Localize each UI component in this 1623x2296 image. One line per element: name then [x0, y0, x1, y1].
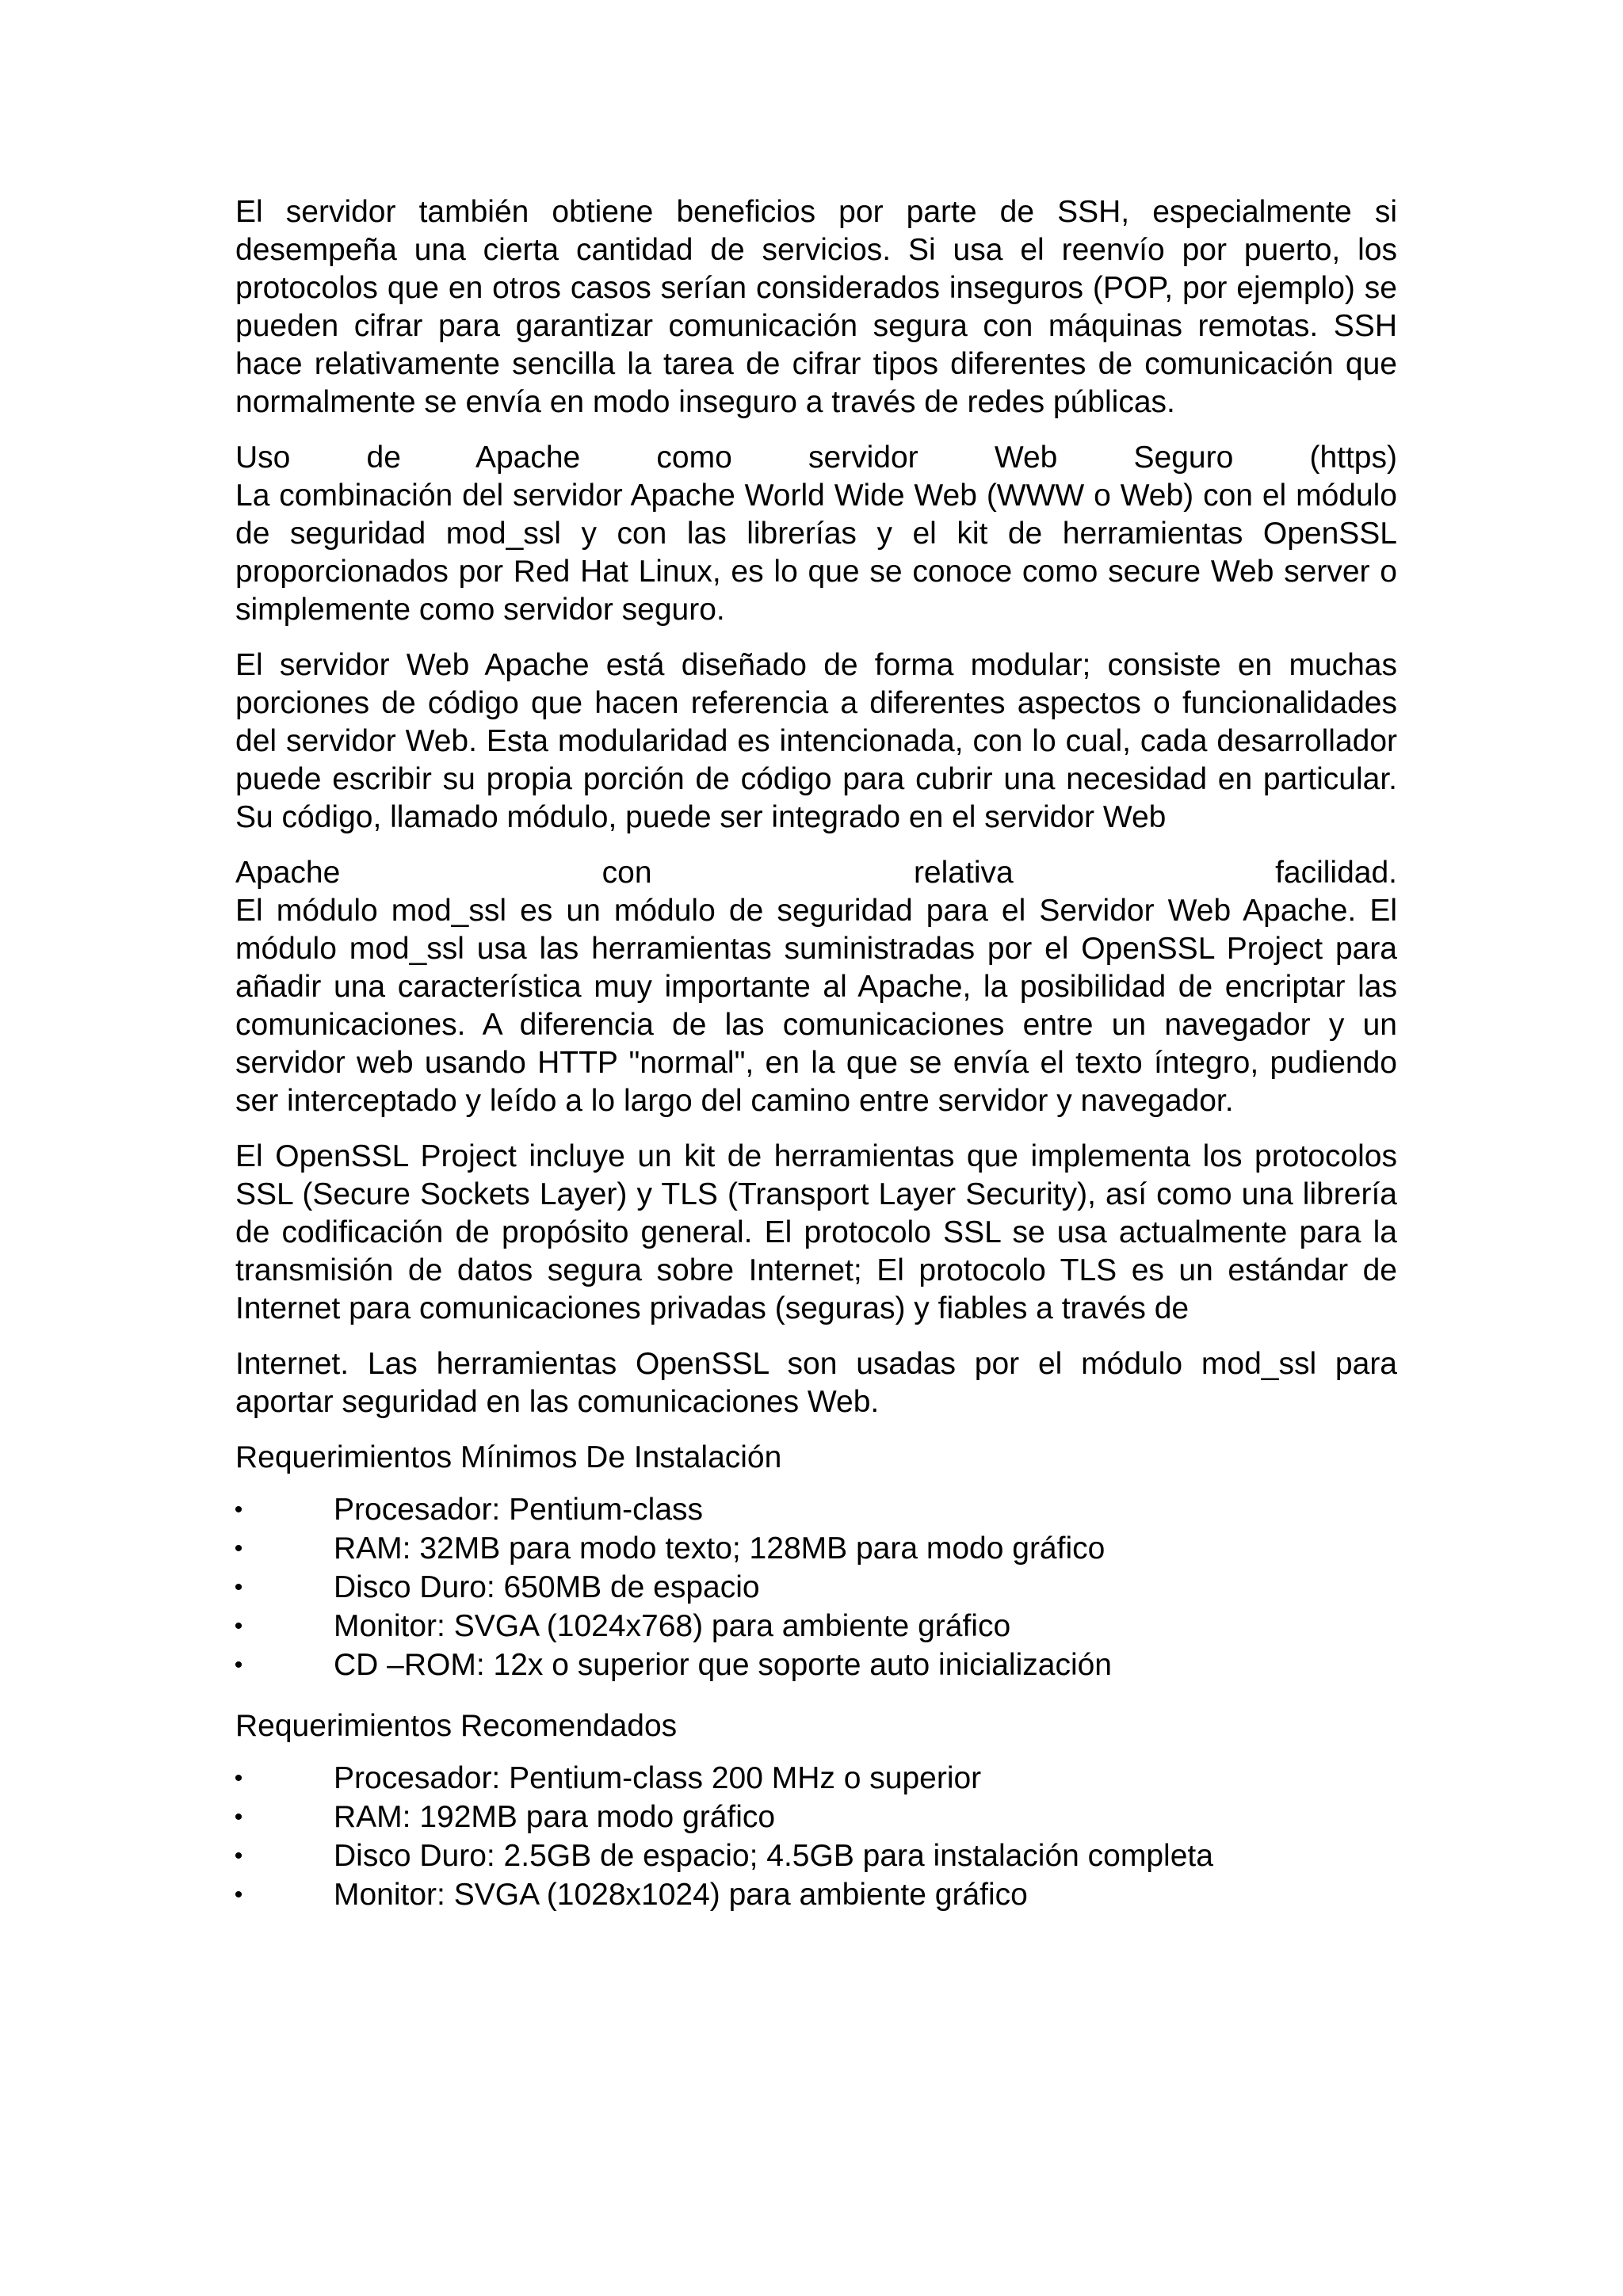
paragraph-mod-ssl-first-line: Apache con relativa facilidad.	[235, 856, 1397, 890]
heading-recommended-requirements: Requerimientos Recomendados	[235, 1709, 678, 1743]
paragraph-apache-secure-server	[235, 439, 1397, 629]
list-item-text: Procesador: Pentium-class	[334, 1493, 704, 1527]
paragraph-mod-ssl	[235, 854, 1397, 1120]
list-recommended-requirements	[235, 1760, 1397, 1915]
document-page	[235, 193, 1397, 1915]
list-item-text: CD –ROM: 12x o superior que soporte auto inicialización	[334, 1648, 1112, 1682]
section-title-apache-https: Uso de Apache como servidor Web Seguro (https)	[235, 441, 1397, 475]
paragraph-apache-secure-server-body: La combinación del servidor Apache World Wide Web (WWW o Web) con el módulo de seguridad mod_ssl y con las librerías y el kit de herramientas OpenSSL proporcionados por Red Hat Linux, es lo que se conoce como secure Web server o simplemente como servidor seguro.	[235, 479, 1397, 627]
list-item	[235, 1608, 1397, 1646]
bullet-icon: •	[234, 1535, 243, 1562]
list-item	[235, 1876, 1397, 1915]
bullet-icon: •	[234, 1843, 243, 1869]
heading-minimum-requirements: Requerimientos Mínimos De Instalación	[235, 1440, 782, 1474]
list-item-text: RAM: 32MB para modo texto; 128MB para modo gráfico	[334, 1531, 1106, 1566]
list-item	[235, 1569, 1397, 1608]
list-item-text: Procesador: Pentium-class 200 MHz o superior	[334, 1761, 982, 1795]
list-item-text: Monitor: SVGA (1024x768) para ambiente gráfico	[334, 1609, 1011, 1643]
paragraph-openssl-tools: Internet. Las herramientas OpenSSL son usadas por el módulo mod_ssl para aportar seguridad en las comunicaciones Web.	[235, 1347, 1397, 1419]
list-item-text: Disco Duro: 650MB de espacio	[334, 1570, 760, 1604]
list-item	[235, 1646, 1397, 1685]
bullet-icon: •	[234, 1613, 243, 1639]
list-item-text: Monitor: SVGA (1028x1024) para ambiente gráfico	[334, 1878, 1028, 1912]
bullet-icon: •	[234, 1804, 243, 1830]
list-item	[235, 1798, 1397, 1837]
paragraph-ssh-server-benefits: El servidor también obtiene beneficios por parte de SSH, especialmente si desempeña una cierta cantidad de servicios. Si usa el reenvío por puerto, los protocolos que en otros casos serían considerados inseguros (POP, por ejemplo) se pueden cifrar para garantizar comunicación segura con máquinas remotas. SSH hace relativamente sencilla la tarea de cifrar tipos diferentes de comunicación que normalmente se envía en modo inseguro a través de redes públicas.	[235, 195, 1397, 419]
list-item	[235, 1530, 1397, 1569]
paragraph-mod-ssl-body: El módulo mod_ssl es un módulo de seguridad para el Servidor Web Apache. El módulo mod_ssl usa las herramientas suministradas por el OpenSSL Project para añadir una característica muy importante al Apache, la posibilidad de encriptar las comunicaciones. A diferencia de las comunicaciones entre un navegador y un servidor web usando HTTP "normal", en la que se envía el texto íntegro, pudiendo ser interceptado y leído a lo largo del camino entre servidor y navegador.	[235, 894, 1397, 1118]
bullet-icon: •	[234, 1765, 243, 1791]
bullet-icon: •	[234, 1574, 243, 1600]
list-minimum-requirements	[235, 1491, 1397, 1685]
list-item-text: Disco Duro: 2.5GB de espacio; 4.5GB para instalación completa	[334, 1839, 1213, 1873]
bullet-icon: •	[234, 1497, 243, 1523]
bullet-icon: •	[234, 1652, 243, 1678]
paragraph-apache-modular: El servidor Web Apache está diseñado de forma modular; consiste en muchas porciones de código que hacen referencia a diferentes aspectos o funcionalidades del servidor Web. Esta modularidad es intencionada, con lo cual, cada desarrollador puede escribir su propia porción de código para cubrir una necesidad en particular. Su código, llamado módulo, puede ser integrado en el servidor Web	[235, 648, 1397, 834]
paragraph-openssl-project: El OpenSSL Project incluye un kit de herramientas que implementa los protocolos SSL (Secure Sockets Layer) y TLS (Transport Layer Security), así como una librería de codificación de propósito general. El protocolo SSL se usa actualmente para la transmisión de datos segura sobre Internet; El protocolo TLS es un estándar de Internet para comunicaciones privadas (seguras) y fiables a través de	[235, 1139, 1397, 1325]
bullet-icon: •	[234, 1882, 243, 1908]
list-item-text: RAM: 192MB para modo gráfico	[334, 1800, 776, 1834]
list-item	[235, 1491, 1397, 1530]
list-item	[235, 1760, 1397, 1798]
list-item	[235, 1837, 1397, 1876]
